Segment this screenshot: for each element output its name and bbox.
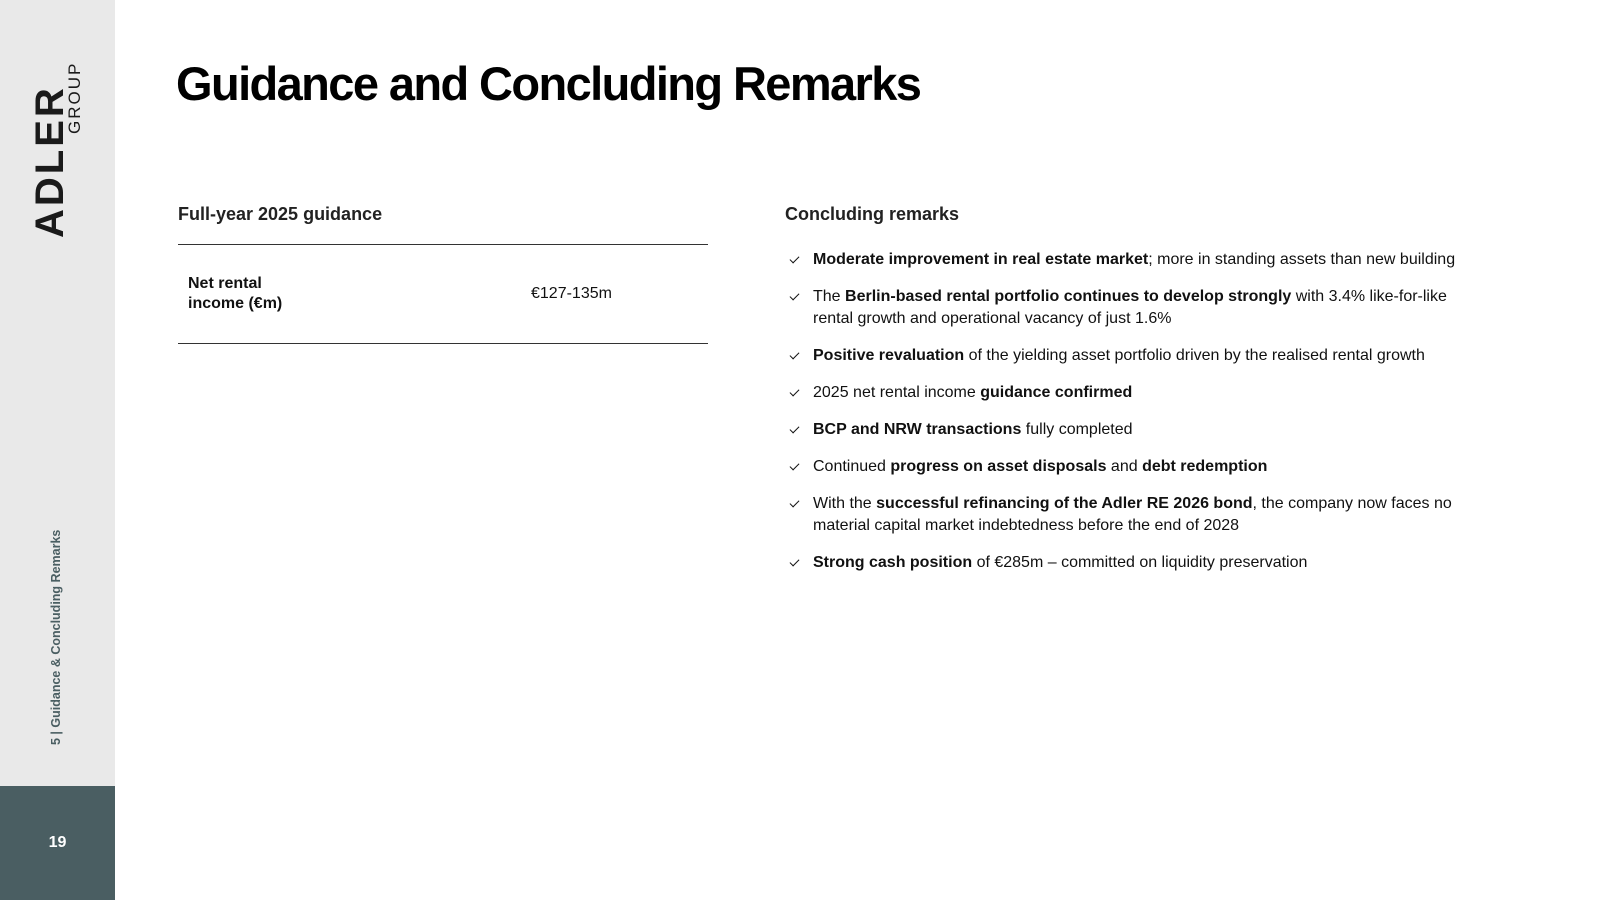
checkmark-icon [789,556,803,570]
checkmark-icon [789,386,803,400]
checkmark-icon [789,460,803,474]
list-item: Continued progress on asset disposals and debt redemption [785,456,1485,478]
sidebar [0,0,115,900]
page-number-box [0,786,115,900]
adler-group-logo [30,58,88,240]
list-item: Moderate improvement in real estate market; more in standing assets than new building [785,249,1485,271]
guidance-row-label [178,274,531,314]
checkmark-icon [789,290,803,304]
list-item: Positive revaluation of the yielding asset portfolio driven by the realised rental growth [785,345,1485,367]
checkmark-icon [789,497,803,511]
checkmark-icon [789,349,803,363]
list-item: 2025 net rental income guidance confirmed [785,382,1485,404]
page-title: Guidance and Concluding Remarks [176,57,921,110]
guidance-row-label-line2: income (€m) [188,295,283,312]
list-item: BCP and NRW transactions fully completed [785,419,1485,441]
page-number: 19 [48,834,67,851]
guidance-row-label-line1: Net rental [188,275,262,292]
guidance-row-value: €127-135m [531,285,612,302]
remarks-list [785,249,1485,574]
remarks-section [785,204,1485,589]
list-item: The Berlin-based rental portfolio continues to develop strongly with 3.4% like-for-like rental growth and operational vacancy of just 1.6% [785,286,1485,330]
list-item: Strong cash position of €285m – committed on liquidity preservation [785,552,1485,574]
list-item: With the successful refinancing of the Adler RE 2026 bond, the company now faces no material capital market indebtedness before the end of 2028 [785,493,1485,537]
checkmark-icon [789,423,803,437]
logo-wordmark: ADLER [28,85,72,238]
checkmark-icon [789,253,803,267]
remarks-heading: Concluding remarks [785,204,960,224]
section-label: 5 | Guidance & Concluding Remarks [49,529,63,745]
guidance-heading: Full-year 2025 guidance [178,204,383,224]
guidance-section [178,204,708,344]
guidance-table-row [178,244,708,344]
logo-subtext: GROUP [65,61,84,134]
